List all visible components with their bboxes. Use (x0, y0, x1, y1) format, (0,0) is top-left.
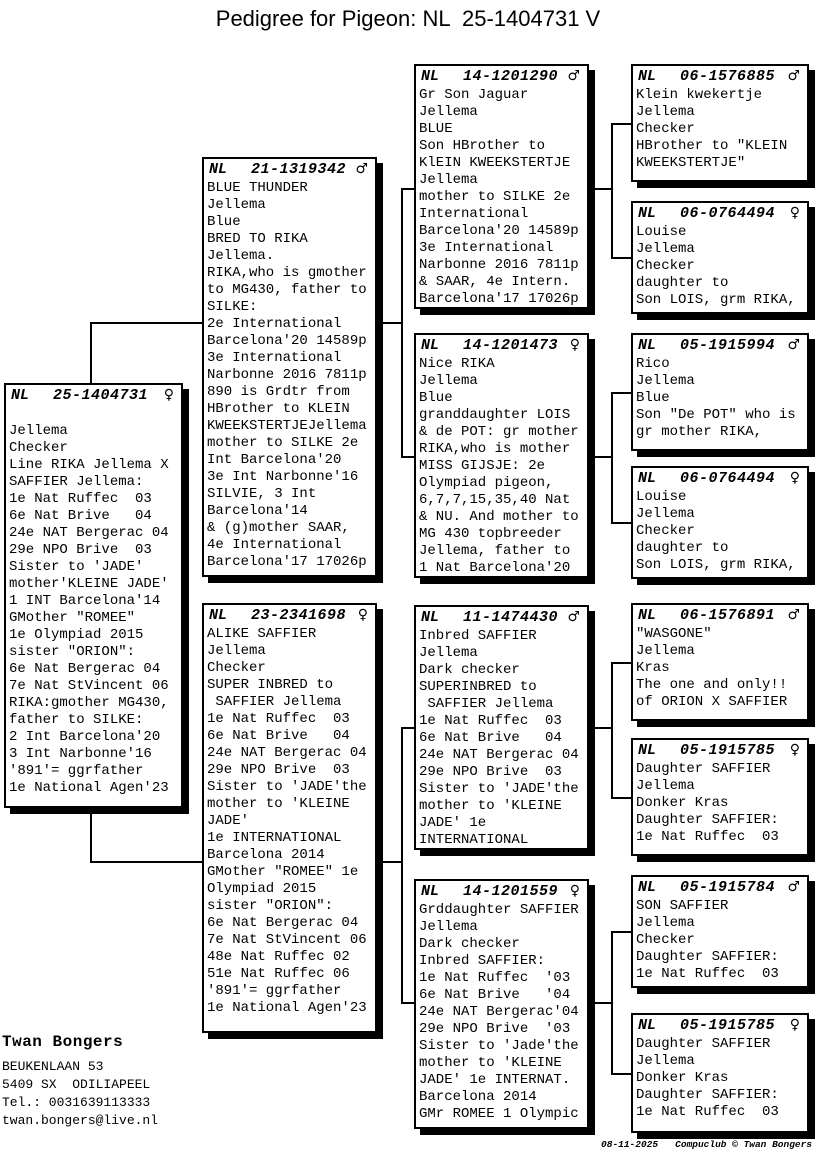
pedigree-text-line: Checker (636, 932, 695, 948)
pedigree-text-line: Jellema (636, 506, 695, 522)
pedigree-text-line: Checker (636, 258, 695, 274)
ring-country: NL (421, 883, 440, 900)
pedigree-text-line: MISS GIJSJE: 2e (419, 458, 546, 474)
ring-country: NL (638, 68, 657, 85)
connector-line (589, 456, 611, 458)
page-title: Pedigree for Pigeon: NL 25-1404731 V (215, 6, 601, 31)
pedigree-text-line: Daughter SAFFIER: (636, 812, 779, 828)
pedigree-text-line: 7e Nat StVincent 06 (9, 678, 169, 694)
pedigree-text-line: Donker Kras (636, 795, 729, 811)
ring-country: NL (209, 161, 228, 178)
pedigree-text-line: KWEEKSTERTJEJellema (207, 418, 367, 434)
pedigree-text-line: Grddaughter SAFFIER (419, 902, 579, 918)
box-body (633, 223, 807, 309)
connector-line (401, 727, 414, 729)
pedigree-text-line: Daughter SAFFIER (636, 1036, 771, 1052)
pedigree-text-line: Checker (9, 440, 68, 456)
ring-country: NL (638, 742, 657, 759)
pedigree-text-line: 890 is Grdtr from (207, 384, 350, 400)
connector-line (611, 123, 631, 125)
connector-line (611, 931, 631, 933)
box-body (633, 1035, 807, 1121)
ring-number: 14-1201290 (463, 68, 559, 85)
pedigree-text-line: & SAAR, 4e Intern. (419, 274, 571, 290)
pedigree-text-line: Jellema (636, 373, 695, 389)
box-header (204, 159, 375, 179)
pedigree-text-line: GMother "ROMEE" 1e (207, 864, 359, 880)
pedigree-text-line: BLUE THUNDER (207, 180, 308, 196)
ring-number: 14-1201559 (463, 883, 559, 900)
pedigree-text-line: Louise (636, 489, 687, 505)
pedigree-text-line: 1e Nat Ruffec 03 (636, 829, 779, 845)
pedigree-text-line: Dark checker (419, 936, 520, 952)
pedigree-text-line: 1e Nat Ruffec 03 (636, 1104, 779, 1120)
box-header (416, 607, 587, 627)
connector-line (611, 662, 613, 799)
pedigree-box-paternal-grandfather (414, 64, 589, 309)
connector-line (401, 188, 414, 190)
pedigree-text-line: SUPER INBRED to (207, 677, 334, 693)
connector-line (401, 188, 403, 458)
pedigree-text-line: JADE' 1e (419, 815, 487, 831)
pedigree-text-line: Jellema (207, 643, 266, 659)
pedigree-text-line: mother to 'KLEINE (419, 1055, 562, 1071)
box-body (6, 405, 181, 797)
pedigree-text-line: Blue (636, 390, 670, 406)
pedigree-text-line: Line RIKA Jellema X (9, 457, 169, 473)
pedigree-text-line: SAFFIER Jellema: (9, 474, 144, 490)
pedigree-text-line: Jellema (636, 643, 695, 659)
ring-number: 11-1474430 (463, 609, 559, 626)
pedigree-text-line: Rico (636, 356, 670, 372)
pedigree-text-line: Jellema (636, 241, 695, 257)
pedigree-text-line: Inbred SAFFIER (419, 628, 537, 644)
box-header (633, 1015, 807, 1035)
ring-country: NL (209, 607, 228, 624)
pedigree-box-mgm-mother (631, 1013, 809, 1133)
pedigree-text-line: Inbred SAFFIER: (419, 953, 546, 969)
pedigree-text-line: RIKA,who is gmother (207, 265, 367, 281)
box-header (633, 335, 807, 355)
pedigree-text-line: "WASGONE" (636, 626, 712, 642)
pedigree-text-line: mother'KLEINE JADE' (9, 576, 169, 592)
female-sex-icon: ♀ (357, 607, 368, 623)
pedigree-text-line: Narbonne 2016 7811p (419, 257, 579, 273)
box-header (416, 66, 587, 86)
ring-number: 05-1915785 (680, 1017, 776, 1034)
ring-country: NL (638, 607, 657, 624)
pedigree-text-line: Sister to 'JADE'the (419, 781, 579, 797)
pedigree-text-line: daughter to (636, 275, 729, 291)
footer-credit-text: Compuclub © Twan Bongers (675, 1139, 812, 1150)
pedigree-text-line: Jellema (636, 915, 695, 931)
pedigree-text-line: Son LOIS, grm RIKA, (636, 557, 796, 573)
pedigree-text-line: mother to SILKE 2e (207, 435, 359, 451)
owner-block (2, 1033, 158, 1130)
pedigree-text-line: 6e Nat Bergerac 04 (9, 661, 161, 677)
box-header (633, 203, 807, 223)
female-sex-icon: ♀ (569, 337, 580, 353)
male-sex-icon: ♂ (355, 161, 368, 177)
pedigree-text-line: GMother "ROMEE" (9, 610, 136, 626)
ring-number: 06-0764494 (680, 470, 776, 487)
pedigree-text-line: Barcelona'17 17026p (207, 554, 367, 570)
female-sex-icon: ♀ (789, 1017, 800, 1033)
connector-line (611, 123, 613, 259)
female-sex-icon: ♀ (163, 387, 174, 403)
pedigree-text-line: INTERNATIONAL (419, 832, 529, 848)
pedigree-text-line: of ORION X SAFFIER (636, 694, 788, 710)
pedigree-text-line: Kras (636, 660, 670, 676)
ring-country: NL (421, 68, 440, 85)
pedigree-text-line: sister "ORION": (9, 644, 136, 660)
box-body (633, 760, 807, 846)
pedigree-text-line: Daughter SAFFIER: (636, 1087, 779, 1103)
pedigree-text-line: 2 Int Barcelona'20 (9, 729, 161, 745)
pedigree-text-line: 1 Nat Barcelona'20 (419, 560, 571, 576)
box-body (633, 86, 807, 172)
pedigree-text-line: & (g)mother SAAR, (207, 520, 350, 536)
ring-number: 05-1915784 (680, 879, 776, 896)
footer-credit (601, 1139, 812, 1150)
male-sex-icon: ♂ (787, 607, 800, 623)
pedigree-text-line: SILVIE, 3 Int (207, 486, 317, 502)
pedigree-text-line: Son LOIS, grm RIKA, (636, 292, 796, 308)
pedigree-text-line: Jellema, father to (419, 543, 571, 559)
pedigree-text-line: father to SILKE: (9, 712, 144, 728)
pedigree-text-line: 24e NAT Bergerac'04 (419, 1004, 579, 1020)
pedigree-text-line: 6e Nat Brive 04 (419, 730, 562, 746)
pedigree-text-line: Jellema (9, 423, 68, 439)
connector-line (589, 188, 611, 190)
pedigree-text-line: 1e Nat Ruffec 03 (207, 711, 350, 727)
pedigree-text-line: The one and only!! (636, 677, 788, 693)
pedigree-text-line: 3e International (419, 240, 554, 256)
pedigree-text-line: Barcelona'20 14589p (419, 223, 579, 239)
box-body (633, 488, 807, 574)
connector-line (611, 392, 631, 394)
pedigree-text-line: Barcelona 2014 (419, 1089, 537, 1105)
connector-line (401, 1002, 414, 1004)
owner-address-line2: 5409 SX ODILIAPEEL (2, 1077, 151, 1092)
pedigree-text-line: 24e NAT Bergerac 04 (9, 525, 169, 541)
pedigree-text-line: 7e Nat StVincent 06 (207, 932, 367, 948)
connector-line (611, 392, 613, 524)
female-sex-icon: ♀ (789, 470, 800, 486)
box-body (633, 897, 807, 983)
ring-country: NL (638, 470, 657, 487)
pedigree-text-line: Barcelona'17 17026p (419, 291, 579, 307)
pedigree-text-line: Daughter SAFFIER (636, 761, 771, 777)
pedigree-text-line: Barcelona 2014 (207, 847, 325, 863)
pedigree-text-line: 1e National Agen'23 (9, 780, 169, 796)
connector-line (611, 257, 631, 259)
pedigree-box-pgf-mother (631, 201, 809, 314)
ring-number: 25-1404731 (53, 387, 149, 404)
pedigree-text-line: 6e Nat Brive 04 (9, 508, 152, 524)
pedigree-box-father (202, 157, 377, 577)
female-sex-icon: ♀ (569, 883, 580, 899)
ring-number: 05-1915994 (680, 337, 776, 354)
connector-line (90, 322, 202, 324)
pedigree-text-line: 1e Olympiad 2015 (9, 627, 144, 643)
pedigree-text-line: 6e Nat Brive 04 (207, 728, 350, 744)
pedigree-text-line: Jellema (207, 197, 266, 213)
pedigree-box-maternal-grandmother (414, 879, 589, 1129)
pedigree-text-line: 2e International (207, 316, 342, 332)
pedigree-text-line: BRED TO RIKA (207, 231, 308, 247)
pedigree-text-line (9, 406, 180, 423)
pedigree-text-line: Gr Son Jaguar (419, 87, 529, 103)
pedigree-text-line: SAFFIER Jellema (419, 696, 554, 712)
pedigree-text-line: Jellema (419, 645, 478, 661)
pedigree-text-line: Checker (207, 660, 266, 676)
pedigree-text-line: JADE' 1e INTERNAT. (419, 1072, 571, 1088)
ring-number: 21-1319342 (251, 161, 347, 178)
pedigree-text-line: 6e Nat Brive '04 (419, 987, 571, 1003)
pedigree-text-line: 51e Nat Ruffec 06 (207, 966, 350, 982)
pedigree-text-line: Blue (207, 214, 241, 230)
pedigree-text-line: 1e Nat Ruffec '03 (419, 970, 571, 986)
ring-country: NL (638, 879, 657, 896)
pedigree-text-line: Narbonne 2016 7811p (207, 367, 367, 383)
owner-name: Twan Bongers (2, 1033, 124, 1051)
pedigree-text-line: 3e International (207, 350, 342, 366)
pedigree-text-line: Jellema (419, 172, 478, 188)
box-header (633, 605, 807, 625)
pedigree-box-pgm-mother (631, 466, 809, 579)
pedigree-box-mgf-mother (631, 738, 809, 856)
pedigree-text-line: Jellema (419, 373, 478, 389)
male-sex-icon: ♂ (787, 879, 800, 895)
female-sex-icon: ♀ (789, 742, 800, 758)
ring-number: 06-1576885 (680, 68, 776, 85)
connector-line (611, 931, 613, 1075)
pedigree-text-line: to MG430, father to (207, 282, 367, 298)
pedigree-text-line: Sister to 'JADE' (9, 559, 144, 575)
ring-number: 06-0764494 (680, 205, 776, 222)
ring-country: NL (11, 387, 30, 404)
owner-address-line1: BEUKENLAAN 53 (2, 1059, 104, 1074)
ring-number: 14-1201473 (463, 337, 559, 354)
pedigree-text-line: mother to 'KLEINE (419, 798, 562, 814)
pedigree-text-line: 6e Nat Bergerac 04 (207, 915, 359, 931)
pedigree-text-line: Son HBrother to (419, 138, 546, 154)
pedigree-text-line: Jellema (419, 104, 478, 120)
connector-line (589, 727, 611, 729)
pedigree-text-line: Blue (419, 390, 453, 406)
pedigree-text-line: 1 INT Barcelona'14 (9, 593, 161, 609)
pedigree-text-line: 6,7,7,15,35,40 Nat (419, 492, 571, 508)
pedigree-text-line: 3 Int Narbonne'16 (9, 746, 152, 762)
pedigree-text-line: '891'= ggrfather (207, 983, 342, 999)
pedigree-text-line: Donker Kras (636, 1070, 729, 1086)
pedigree-text-line: HBrother to KLEIN (207, 401, 350, 417)
pedigree-text-line: '891'= ggrfather (9, 763, 144, 779)
box-header (204, 605, 375, 625)
pedigree-text-line: mother to 'KLEINE (207, 796, 350, 812)
box-header (416, 881, 587, 901)
pedigree-text-line: HBrother to "KLEIN (636, 138, 788, 154)
pedigree-text-line: Checker (636, 523, 695, 539)
pedigree-text-line: KWEEKSTERTJE" (636, 155, 746, 171)
pedigree-text-line: 48e Nat Ruffec 02 (207, 949, 350, 965)
pedigree-text-line: Int Barcelona'20 (207, 452, 342, 468)
pedigree-text-line: Son "De POT" who is (636, 407, 796, 423)
pedigree-text-line: 1e National Agen'23 (207, 1000, 367, 1016)
pedigree-box-mgf-father (631, 603, 809, 721)
pedigree-text-line: Jellema (636, 104, 695, 120)
pedigree-text-line: Klein kwekertje (636, 87, 763, 103)
box-body (416, 901, 587, 1123)
pedigree-box-mgm-father (631, 875, 809, 988)
pedigree-text-line: Jellema (636, 778, 695, 794)
footer-date: 08-11-2025 (601, 1139, 659, 1150)
pedigree-text-line: 29e NPO Brive 03 (207, 762, 350, 778)
box-header (633, 66, 807, 86)
pedigree-text-line: SUPERINBRED to (419, 679, 537, 695)
pedigree-text-line: KlEIN KWEEKSTERTJE (419, 155, 571, 171)
pedigree-text-line: & NU. And mother to (419, 509, 579, 525)
pedigree-text-line: SILKE: (207, 299, 258, 315)
pedigree-box-mother (202, 603, 377, 1033)
box-header (6, 385, 181, 405)
pedigree-text-line: RIKA,who is mother (419, 441, 571, 457)
connector-line (611, 797, 631, 799)
ring-country: NL (638, 205, 657, 222)
ring-number: 23-2341698 (251, 607, 347, 624)
pedigree-text-line: mother to SILKE 2e (419, 189, 571, 205)
male-sex-icon: ♂ (787, 337, 800, 353)
box-body (633, 625, 807, 711)
box-body (416, 86, 587, 308)
ring-country: NL (421, 609, 440, 626)
pedigree-text-line: MG 430 topbreeder (419, 526, 562, 542)
owner-email: twan.bongers@live.nl (2, 1113, 159, 1128)
box-body (204, 179, 375, 571)
box-body (416, 355, 587, 577)
box-header (633, 468, 807, 488)
ring-country: NL (638, 1017, 657, 1034)
pedigree-text-line: Nice RIKA (419, 356, 495, 372)
pedigree-text-line: BLUE (419, 121, 453, 137)
ring-country: NL (638, 337, 657, 354)
box-header (416, 335, 587, 355)
pedigree-text-line: 1e Nat Ruffec 03 (636, 966, 779, 982)
pedigree-text-line: Olympiad pigeon, (419, 475, 554, 491)
pedigree-text-line: granddaughter LOIS (419, 407, 571, 423)
box-body (204, 625, 375, 1017)
connector-line (611, 1073, 631, 1075)
pedigree-text-line: RIKA:gmother MG430, (9, 695, 169, 711)
pedigree-text-line: Sister to 'JADE'the (207, 779, 367, 795)
connector-line (611, 522, 631, 524)
pedigree-text-line: Jellema. (207, 248, 275, 264)
pedigree-text-line: Jellema (419, 919, 478, 935)
pedigree-box-pgm-father (631, 333, 809, 451)
pedigree-text-line: 1e Nat Ruffec 03 (9, 491, 152, 507)
connector-line (377, 861, 401, 863)
connector-line (401, 456, 414, 458)
pedigree-box-maternal-grandfather (414, 605, 589, 850)
pedigree-text-line: Jellema (636, 1053, 695, 1069)
pedigree-text-line: GMr ROMEE 1 Olympic (419, 1106, 579, 1122)
pedigree-text-line: SON SAFFIER (636, 898, 729, 914)
male-sex-icon: ♂ (787, 68, 800, 84)
ring-number: 06-1576891 (680, 607, 776, 624)
connector-line (589, 1002, 611, 1004)
pedigree-text-line: & de POT: gr mother (419, 424, 579, 440)
pedigree-text-line: gr mother RIKA, (636, 424, 763, 440)
pedigree-text-line: 29e NPO Brive 03 (9, 542, 152, 558)
pedigree-text-line: 1e INTERNATIONAL (207, 830, 342, 846)
connector-line (90, 861, 202, 863)
owner-phone: Tel.: 0031639113333 (2, 1095, 151, 1110)
pedigree-text-line: 29e NPO Brive 03 (419, 764, 562, 780)
connector-line (611, 662, 631, 664)
pedigree-text-line: Checker (636, 121, 695, 137)
pedigree-text-line: Dark checker (419, 662, 520, 678)
box-body (416, 627, 587, 849)
pedigree-text-line: 24e NAT Bergerac 04 (419, 747, 579, 763)
pedigree-text-line: Barcelona'14 (207, 503, 308, 519)
pedigree-text-line: ALIKE SAFFIER (207, 626, 317, 642)
pedigree-text-line: 3e Int Narbonne'16 (207, 469, 359, 485)
footer-gap (658, 1139, 675, 1150)
pedigree-box-pgf-father (631, 64, 809, 182)
pedigree-text-line: Louise (636, 224, 687, 240)
pedigree-text-line: daughter to (636, 540, 729, 556)
pedigree-text-line: Daughter SAFFIER: (636, 949, 779, 965)
pedigree-text-line: Sister to 'Jade'the (419, 1038, 579, 1054)
box-header (633, 740, 807, 760)
pedigree-text-line: sister "ORION": (207, 898, 334, 914)
pedigree-text-line: SAFFIER Jellema (207, 694, 342, 710)
pedigree-text-line: 29e NPO Brive '03 (419, 1021, 571, 1037)
ring-country: NL (421, 337, 440, 354)
ring-number: 05-1915785 (680, 742, 776, 759)
box-header (633, 877, 807, 897)
female-sex-icon: ♀ (789, 205, 800, 221)
pedigree-text-line: 1e Nat Ruffec 03 (419, 713, 562, 729)
male-sex-icon: ♂ (567, 68, 580, 84)
connector-line (401, 727, 403, 1004)
pedigree-text-line: 4e International (207, 537, 342, 553)
pedigree-text-line: JADE' (207, 813, 250, 829)
pedigree-text-line: International (419, 206, 529, 222)
connector-line (377, 322, 401, 324)
pedigree-text-line: Olympiad 2015 (207, 881, 317, 897)
box-body (633, 355, 807, 441)
pedigree-box-paternal-grandmother (414, 333, 589, 578)
pedigree-text-line: 24e NAT Bergerac 04 (207, 745, 367, 761)
pedigree-box-subject (4, 383, 183, 808)
male-sex-icon: ♂ (567, 609, 580, 625)
pedigree-text-line: Barcelona'20 14589p (207, 333, 367, 349)
